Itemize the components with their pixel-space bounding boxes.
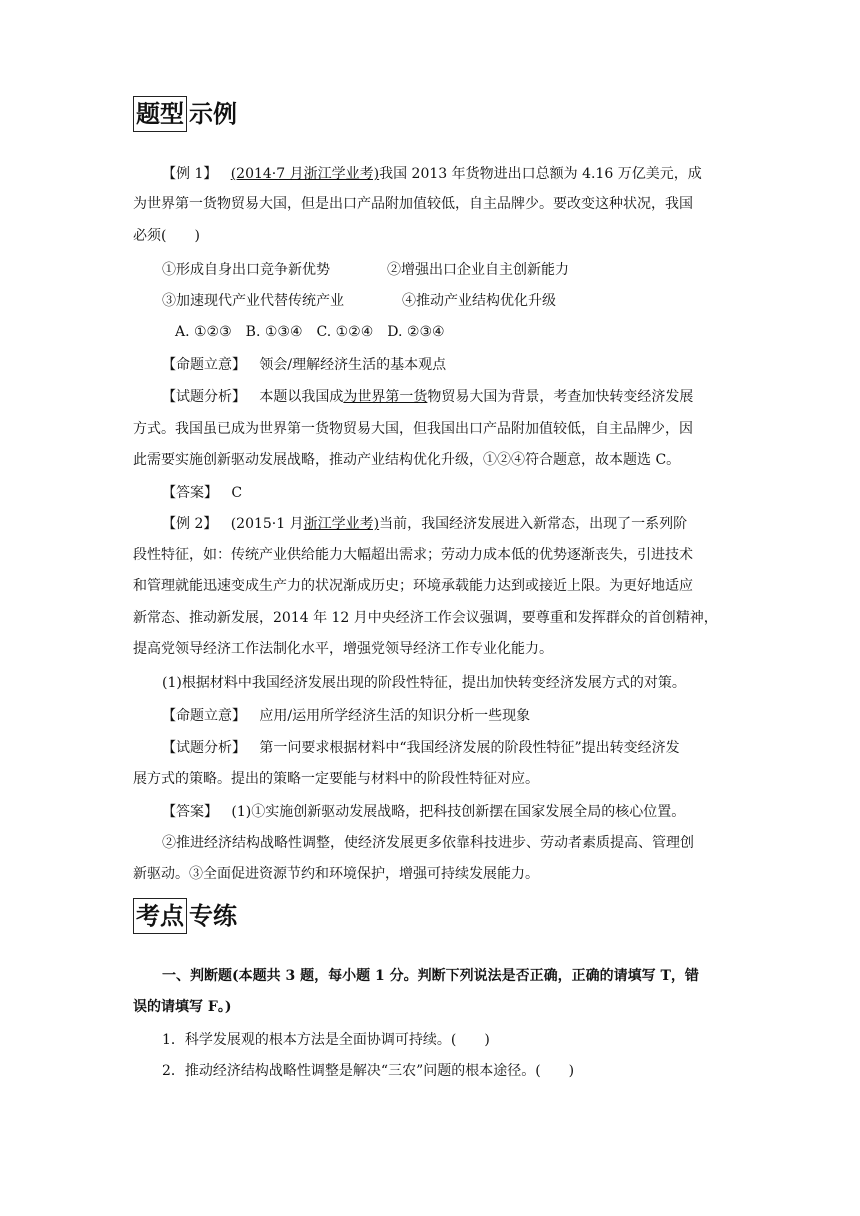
ex1-answer	[162, 483, 242, 503]
ex2-line-5: 提高党领导经济工作法制化水平，增强党领导经济工作专业化能力。	[133, 641, 553, 657]
ex2-analysis-tag: 【试题分析】	[162, 740, 246, 756]
ex1-analysis-line-2: 方式。我国虽已成为世界第一货物贸易大国，但我国出口产品附加值较低，自主品牌少，因	[133, 421, 693, 437]
ex1-analysis-tag: 【试题分析】	[162, 389, 246, 405]
ex1-choices: A. ①②③ B. ①③④ C. ①②④ D. ②③④	[175, 324, 445, 340]
ex2-answer-line-1	[162, 802, 685, 822]
part1-title-line-1: 一、判断题(本题共 3 题，每小题 1 分。判断下列说法是否正确，正确的请填写 T，错	[162, 968, 699, 984]
ex2-stem-1: 当前，我国经济发展进入新常态，出现了一系列阶	[379, 516, 688, 532]
ex1-analysis-text-a: 本题以我国成	[259, 389, 344, 405]
ex1-tag: 【例 1】	[162, 166, 218, 182]
ex2-answer-tag: 【答案】	[162, 804, 218, 820]
ex2-question-1: (1)根据材料中我国经济发展出现的阶段性特征，提出加快转变经济发展方式的对策。	[162, 675, 686, 691]
ex1-answer-tag: 【答案】	[162, 485, 218, 501]
ex2-analysis-line-1	[162, 738, 680, 758]
ex2-line-1	[162, 514, 687, 534]
heading-boxed-text: 题型	[133, 96, 187, 132]
ex2-answer-text: (1)①实施创新驱动发展战略，把科技创新摆在国家发展全局的核心位置。	[231, 804, 686, 820]
ex1-intent	[162, 355, 446, 375]
ex2-analysis-text: 第一问要求根据材料中“我国经济发展的阶段性特征”提出转变经济发	[259, 740, 680, 756]
ex2-analysis-line-2: 展方式的策略。提出的策略一定要能与材料中的阶段性特征对应。	[133, 771, 539, 787]
ex2-intent-text: 应用/运用所学经济生活的知识分析一些现象	[259, 708, 531, 724]
ex1-answer-value: C	[231, 485, 243, 501]
ex2-tag: 【例 2】	[162, 516, 218, 532]
ex1-option-3: ③加速现代产业代替传统产业	[162, 293, 344, 309]
ex2-answer-line-2: ②推进经济结构战略性调整，使经济发展更多依靠科技进步、劳动者素质提高、管理创	[162, 835, 694, 851]
ex1-intent-tag: 【命题立意】	[162, 357, 246, 373]
ex2-line-4: 新常态、推动新发展，2014 年 12 月中央经济工作会议强调，要尊重和发挥群众的首创精神，	[133, 610, 718, 626]
ex1-analysis-line-3: 此需要实施创新驱动发展战略，推动产业结构优化升级，①②④符合题意，故本题选 C。	[133, 452, 681, 468]
heading-text: 示例	[189, 100, 237, 128]
ex1-stem-1: 我国 2013 年货物进出口总额为 4.16 万亿美元，成	[379, 166, 702, 182]
ex2-intent-tag: 【命题立意】	[162, 708, 246, 724]
ex2-source-a: (2015·1 月	[230, 516, 304, 532]
ex1-intent-text: 领会/理解经济生活的基本观点	[259, 357, 447, 373]
part1-title-line-2: 误的请填写 F。)	[133, 999, 232, 1015]
ex2-line-2: 段性特征，如：传统产业供给能力大幅超出需求；劳动力成本低的优势逐渐丧失，引进技术	[133, 547, 693, 563]
ex1-analysis-text-underlined: 为世界第一货	[343, 389, 428, 405]
ex1-analysis-text-b: 物贸易大国为背景，考查加快转变经济发展	[427, 389, 694, 405]
ex2-line-3: 和管理就能迅速变成生产力的状况渐成历史；环境承载能力达到或接近上限。为更好地适应	[133, 578, 693, 594]
ex1-line-3: 必须( )	[133, 228, 200, 244]
ex2-source-underlined: 浙江学业考)	[303, 516, 380, 532]
part1-item-1: 1．科学发展观的根本方法是全面协调可持续。( )	[162, 1032, 490, 1048]
ex1-option-1: ①形成自身出口竞争新优势	[162, 262, 330, 278]
heading-text: 专练	[189, 902, 237, 930]
part1-item-2: 2．推动经济结构战略性调整是解决“三农”问题的根本途径。( )	[162, 1063, 575, 1079]
ex2-answer-line-3: 新驱动。③全面促进资源节约和环境保护，增强可持续发展能力。	[133, 866, 539, 882]
ex1-source: (2014·7 月浙江学业考)	[230, 166, 380, 182]
section-heading-practice	[133, 898, 237, 934]
ex1-analysis-line-1	[162, 387, 693, 407]
ex1-line-1	[162, 164, 702, 184]
heading-boxed-text: 考点	[133, 898, 187, 934]
ex2-intent	[162, 706, 530, 726]
section-heading-examples	[133, 96, 237, 132]
ex1-option-4: ④推动产业结构优化升级	[402, 293, 556, 309]
ex1-option-2: ②增强出口企业自主创新能力	[387, 262, 569, 278]
ex1-line-2: 为世界第一货物贸易大国，但是出口产品附加值较低，自主品牌少。要改变这种状况，我国	[133, 196, 693, 212]
